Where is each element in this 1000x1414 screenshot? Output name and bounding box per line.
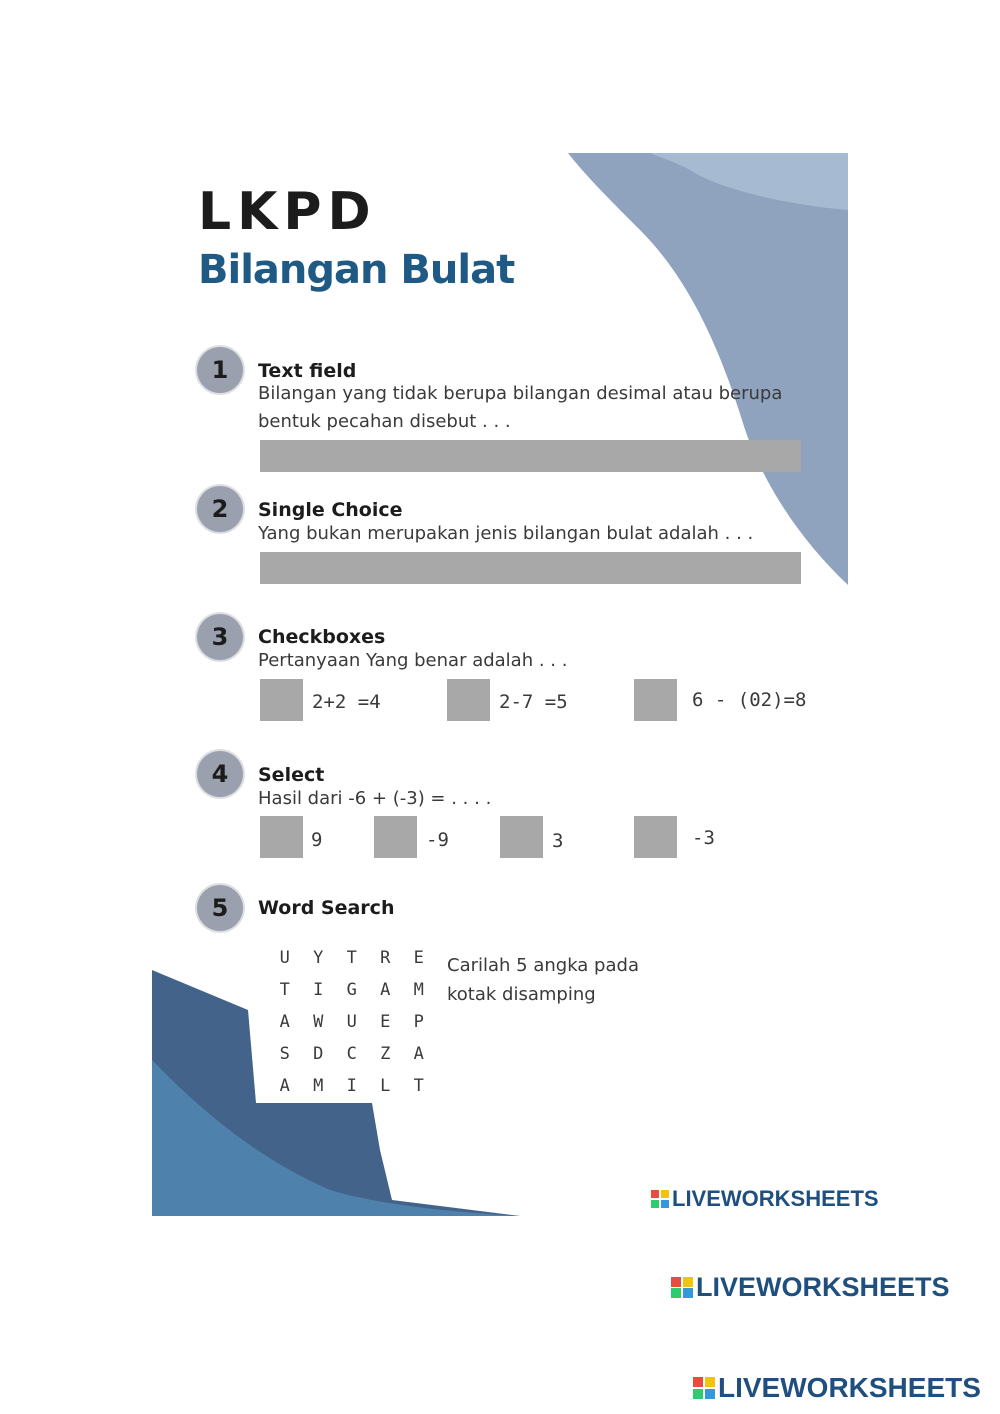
word-search-cell[interactable]: L [380,1076,391,1096]
word-search-cell[interactable]: U [346,1012,357,1032]
word-search-cell[interactable]: E [380,1012,391,1032]
word-search-cell[interactable]: Z [380,1044,391,1064]
brand-watermark-middle [671,1274,950,1301]
word-search-cell[interactable]: T [346,948,357,968]
question-3-option-2-label: 2-7 =5 [499,691,568,713]
word-search-cell[interactable]: T [279,980,290,1000]
word-search-cell[interactable]: A [413,1044,424,1064]
question-1-number-badge: 1 [197,347,243,393]
question-4-title: Select [258,764,325,786]
brand-watermark-bottom [693,1374,981,1402]
question-3-checkbox-1[interactable] [260,679,303,721]
question-4-option-1-label: 9 [311,829,323,851]
word-search-cell[interactable]: I [346,1076,357,1096]
question-3-text: Pertanyaan Yang benar adalah . . . [258,650,568,671]
word-search-cell[interactable]: I [313,980,324,1000]
liveworksheets-logo-icon [651,1190,669,1208]
word-search-cell[interactable]: M [413,980,424,1000]
question-5-title: Word Search [258,897,395,919]
question-2-number-badge: 2 [197,486,243,532]
word-search-cell[interactable]: S [279,1044,290,1064]
question-4-option-3-label: 3 [552,830,564,852]
word-search-cell[interactable]: A [279,1012,290,1032]
word-search-cell[interactable]: M [313,1076,324,1096]
word-search-cell[interactable]: A [279,1076,290,1096]
word-search-cell[interactable]: R [380,948,391,968]
question-4-option-box-2[interactable] [374,816,417,858]
question-3-title: Checkboxes [258,626,386,648]
question-4-option-4-label: -3 [692,827,715,849]
question-5-instruction-line-1: Carilah 5 angka pada [447,955,639,976]
question-1-answer-field[interactable] [260,440,801,472]
word-search-cell[interactable]: D [313,1044,324,1064]
question-4-option-box-4[interactable] [634,816,677,858]
word-search-cell[interactable]: G [346,980,357,1000]
brand-watermark-worksheet [651,1188,879,1210]
question-4-number-badge: 4 [197,751,243,797]
question-2-answer-dropdown[interactable] [260,552,801,584]
question-4-text: Hasil dari -6 + (-3) = . . . . [258,788,492,809]
word-search-cell[interactable]: P [413,1012,424,1032]
question-1-text-line-1: Bilangan yang tidak berupa bilangan desimal atau berupa [258,383,783,404]
question-1-title: Text field [258,360,357,382]
question-5-number-badge: 5 [197,885,243,931]
question-2-text: Yang bukan merupakan jenis bilangan bulat adalah . . . [258,523,754,544]
worksheet-subtitle: Bilangan Bulat [198,247,515,293]
word-search-cell[interactable]: E [413,948,424,968]
word-search-grid[interactable] [268,942,436,1102]
question-3-number-badge: 3 [197,614,243,660]
word-search-cell[interactable]: U [279,948,290,968]
question-3-option-1-label: 2+2 =4 [312,691,381,713]
question-4-option-box-1[interactable] [260,816,303,858]
question-2-title: Single Choice [258,499,403,521]
word-search-cell[interactable]: C [346,1044,357,1064]
question-3-checkbox-3[interactable] [634,679,677,721]
brand-name: LIVEWORKSHEETS [696,1272,950,1302]
question-3-checkbox-2[interactable] [447,679,490,721]
question-4-option-2-label: -9 [426,829,449,851]
word-search-cell[interactable]: Y [313,948,324,968]
word-search-cell[interactable]: W [313,1012,324,1032]
liveworksheets-logo-icon [671,1277,693,1299]
liveworksheets-logo-icon [693,1377,715,1399]
question-1-text-line-2: bentuk pecahan disebut . . . [258,411,511,432]
brand-name: LIVEWORKSHEETS [718,1372,981,1403]
question-3-option-3-label: 6 - (02)=8 [692,689,807,711]
word-search-cell[interactable]: T [413,1076,424,1096]
worksheet-title: LKPD [198,182,377,242]
question-5-instruction-line-2: kotak disamping [447,984,596,1005]
word-search-cell[interactable]: A [380,980,391,1000]
question-4-option-box-3[interactable] [500,816,543,858]
brand-name: LIVEWORKSHEETS [672,1186,879,1211]
